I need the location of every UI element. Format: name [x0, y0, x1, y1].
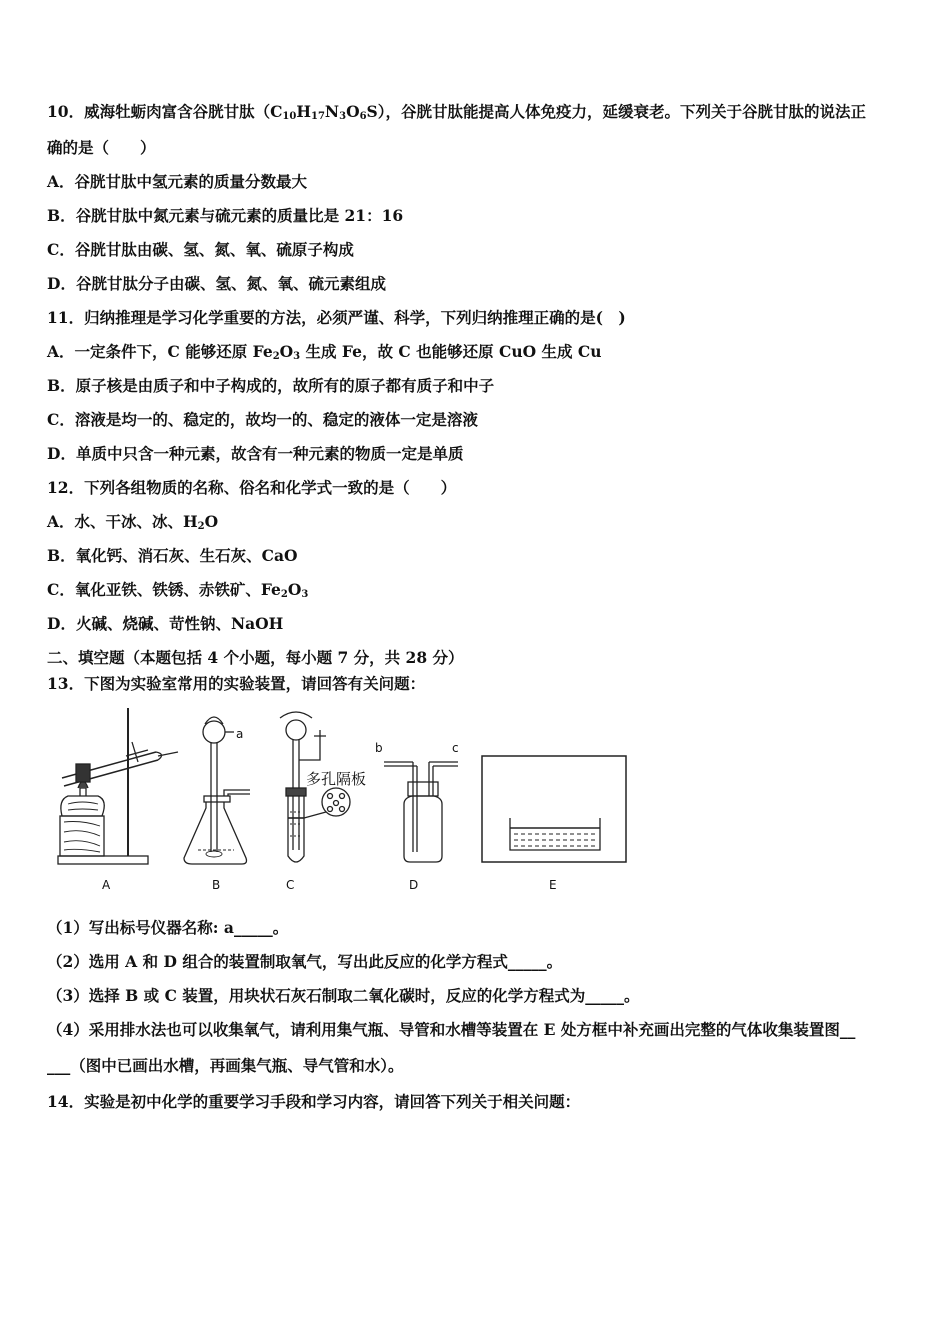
- q12-option-a: A．水、干冰、冰、$H_2O$: [47, 512, 219, 532]
- formula-part: H: [296, 102, 311, 121]
- q10-option-d: D．谷胱甘肽分子由碳、氢、氮、氧、硫元素组成: [47, 274, 386, 293]
- apparatus-d: [384, 762, 458, 862]
- apparatus-a: [58, 708, 178, 864]
- q10-stem-line2: 确的是（ ）: [47, 138, 156, 157]
- q12-option-c: C．氧化亚铁、铁锈、赤铁矿、$Fe_2O_3$: [47, 580, 309, 600]
- formula-part: S: [366, 102, 378, 121]
- section-heading: 二、填空题（本题包括 4 个小题，每小题 7 分，共 28 分）: [47, 648, 464, 667]
- caption-c: C: [286, 878, 295, 892]
- q13-part4: （4）采用排水法也可以收集氧气，请利用集气瓶、导管和水槽等装置在 E 处方框中补充画出完整的气体收集装置图__: [47, 1020, 856, 1039]
- q12-stem: 12．下列各组物质的名称、俗名和化学式一致的是（ ）: [47, 478, 457, 497]
- q13-part4-line2: ___（图中已画出水槽，再画集气瓶、导气管和水）。: [47, 1056, 404, 1075]
- formula-part: O: [346, 102, 360, 121]
- q11-option-d: D．单质中只含一种元素，故含有一种元素的物质一定是单质: [47, 444, 464, 463]
- glutathione-formula: [282, 102, 377, 121]
- q11-stem: 11．归纳推理是学习化学重要的方法，必须严谨、科学，下列归纳推理正确的是( ): [47, 308, 626, 327]
- label-a: a: [236, 727, 244, 741]
- caption-e: E: [549, 878, 557, 892]
- formula-part: N: [324, 102, 340, 121]
- q13-part3: （3）选择 B 或 C 装置，用块状石灰石制取二氧化碳时，反应的化学方程式为_____。: [47, 986, 640, 1005]
- q11-option-c: C．溶液是均一的、稳定的，故均一的、稳定的液体一定是溶液: [47, 410, 478, 429]
- label-c: c: [452, 741, 459, 755]
- q10-option-a: A．谷胱甘肽中氢元素的质量分数最大: [47, 172, 308, 191]
- q11-option-a: A．一定条件下，C 能够还原 $Fe_2O_3$ 生成 Fe，故 C 也能够还原 CuO 生成 Cu: [47, 342, 602, 362]
- q12-option-d: D．火碱、烧碱、苛性钠、NaOH: [47, 614, 284, 633]
- porous-plate-label: 多孔隔板: [306, 770, 367, 788]
- q14-stem: 14．实验是初中化学的重要学习手段和学习内容，请回答下列关于相关问题：: [47, 1092, 581, 1111]
- formula-part: 3: [339, 111, 347, 122]
- q13-part2: （2）选用 A 和 D 组合的装置制取氧气，写出此反应的化学方程式_____。: [47, 952, 563, 971]
- apparatus-e: [482, 756, 626, 862]
- label-b: b: [375, 741, 383, 755]
- formula-part: 6: [359, 111, 367, 122]
- formula-part: 10: [282, 111, 297, 122]
- q13-stem: 13．下图为实验室常用的实验装置，请回答有关问题：: [47, 674, 426, 693]
- q10-stem: 10．威海牡蛎肉富含谷胱甘肽$(C_{10}H_{17}N_3O_6S)$，谷胱甘肽能提高人体免疫力，延缓衰老。下列关于谷胱甘肽的说法正: [47, 102, 867, 122]
- caption-d: D: [409, 878, 419, 892]
- caption-b: B: [212, 878, 221, 892]
- q11-option-b: B．原子核是由质子和中子构成的，故所有的原子都有质子和中子: [47, 376, 495, 395]
- q12-option-b: B．氧化钙、消石灰、生石灰、CaO: [47, 546, 298, 565]
- q13-part1: （1）写出标号仪器名称: a_____。: [47, 918, 289, 937]
- q10-option-c: C．谷胱甘肽由碳、氢、氮、氧、硫原子构成: [47, 240, 354, 259]
- formula-part: 17: [311, 111, 325, 122]
- q10-option-b: B．谷胱甘肽中氮元素与硫元素的质量比是 21：16: [47, 206, 404, 225]
- caption-a: A: [102, 878, 111, 892]
- lab-apparatus-figure: [48, 700, 638, 900]
